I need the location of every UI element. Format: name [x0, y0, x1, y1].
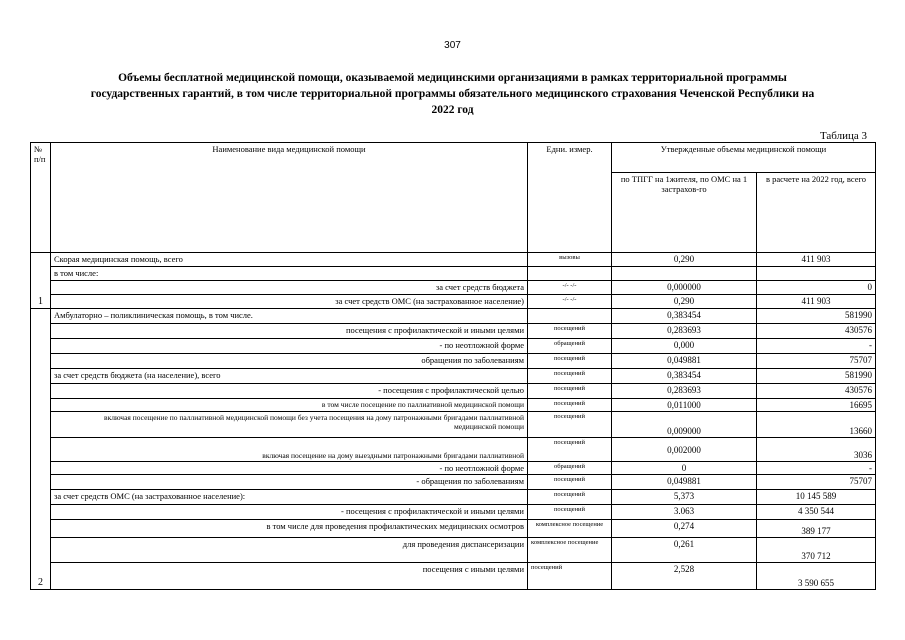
row-unit: обращений: [528, 339, 612, 354]
table-row: [31, 538, 876, 563]
row-name: посещения с иными целями: [51, 563, 528, 590]
row-name: - по неотложной форме: [51, 462, 528, 475]
row-name: за счет средств ОМС (на застрахованное население): [51, 295, 528, 309]
volumes-table: [30, 142, 876, 590]
row-name: в том числе посещение по паллиативной медицинской помощи: [51, 399, 528, 412]
row-per-person: 5,373: [612, 490, 757, 505]
row-number: 2: [31, 309, 51, 590]
row-unit: посещений: [528, 384, 612, 399]
header-approved: Утвержденные объемы медицинской помощи: [612, 143, 876, 173]
row-unit: посещений: [528, 369, 612, 384]
row-name: в том числе для проведения профилактических медицинских осмотров: [51, 520, 528, 538]
table-row: [31, 309, 876, 324]
title-line-3: 2022 год: [431, 104, 474, 116]
row-unit: [528, 267, 612, 281]
row-total: 430576: [757, 384, 876, 399]
header-row-1: [31, 143, 876, 173]
row-total: 411 903: [757, 295, 876, 309]
row-name: - обращения по заболеваниям: [51, 475, 528, 490]
row-per-person: 0,290: [612, 253, 757, 267]
row-name: обращения по заболеваниям: [51, 354, 528, 369]
row-per-person: 0,383454: [612, 309, 757, 324]
row-unit: комплексное посещение: [528, 538, 612, 563]
row-unit: обращений: [528, 462, 612, 475]
row-unit: посещений: [528, 354, 612, 369]
row-per-person: 0,000000: [612, 281, 757, 295]
table-label: Таблица 3: [819, 130, 867, 142]
row-unit: [528, 309, 612, 324]
row-total: [757, 267, 876, 281]
row-unit: посещений: [528, 475, 612, 490]
row-per-person: 0,274: [612, 520, 757, 538]
row-total: 75707: [757, 354, 876, 369]
row-per-person: [612, 267, 757, 281]
row-per-person: 0,383454: [612, 369, 757, 384]
row-number: 1: [31, 253, 51, 309]
row-name: в том числе:: [51, 267, 528, 281]
table-row: [31, 475, 876, 490]
row-name: для проведения диспансеризации: [51, 538, 528, 563]
row-per-person: 3.063: [612, 505, 757, 520]
row-per-person: 0,009000: [612, 412, 757, 438]
row-per-person: 0,261: [612, 538, 757, 563]
row-total: 581990: [757, 309, 876, 324]
row-unit: посещений: [528, 490, 612, 505]
table-row: [31, 438, 876, 462]
row-per-person: 0,283693: [612, 384, 757, 399]
row-name: включая посещение по паллиативной медицинской помощи без учета посещения на дому патронажными бригадами паллиативной медицинской помощи: [51, 412, 528, 438]
row-total: 16695: [757, 399, 876, 412]
row-unit: вызовы: [528, 253, 612, 267]
row-name: включая посещение на дому выездными патронажными бригадами паллиативной: [51, 438, 528, 462]
table-row: [31, 253, 876, 267]
row-name: посещения с профилактической и иными целями: [51, 324, 528, 339]
title-line-2: государственных гарантий, в том числе территориальной программы обязательного медицинского страхования Чеченской Республики на: [90, 88, 815, 100]
row-unit: посещений: [528, 324, 612, 339]
row-name: за счет средств ОМС (на застрахованное население):: [51, 490, 528, 505]
table-row: [31, 295, 876, 309]
row-name: Амбулаторно – поликлиническая помощь, в том числе.: [51, 309, 528, 324]
page-number: 307: [444, 40, 461, 51]
table-row: [31, 267, 876, 281]
row-total: 389 177: [757, 520, 876, 538]
row-per-person: 0,049881: [612, 475, 757, 490]
row-total: 430576: [757, 324, 876, 339]
row-total: 370 712: [757, 538, 876, 563]
table-row: [31, 490, 876, 505]
table-row: [31, 412, 876, 438]
table-row: [31, 505, 876, 520]
table-row: [31, 520, 876, 538]
row-per-person: 0,283693: [612, 324, 757, 339]
row-name: - посещения с профилактической целью: [51, 384, 528, 399]
row-unit: посещений: [528, 563, 612, 590]
table-row: [31, 281, 876, 295]
row-unit: -/- -/-: [528, 295, 612, 309]
table-row: [31, 354, 876, 369]
row-unit: посещений: [528, 505, 612, 520]
row-total: 581990: [757, 369, 876, 384]
row-per-person: 0,290: [612, 295, 757, 309]
row-per-person: 0,011000: [612, 399, 757, 412]
header-name: Наименование вида медицинской помощи: [51, 143, 528, 253]
header-total: в расчете на 2022 год, всего: [757, 173, 876, 253]
row-total: 3 590 655: [757, 563, 876, 590]
row-per-person: 0,049881: [612, 354, 757, 369]
row-name: за счет средств бюджета: [51, 281, 528, 295]
row-unit: -/- -/-: [528, 281, 612, 295]
header-per-person: по ТПГГ на 1жителя, по ОМС на 1 застрахов-го: [612, 173, 757, 253]
row-total: -: [757, 462, 876, 475]
table-row: [31, 563, 876, 590]
row-name: - по неотложной форме: [51, 339, 528, 354]
row-name: за счет средств бюджета (на население), всего: [51, 369, 528, 384]
row-unit: посещений: [528, 412, 612, 438]
row-total: -: [757, 339, 876, 354]
table-row: [31, 399, 876, 412]
row-name: - посещения с профилактической и иными целями: [51, 505, 528, 520]
row-unit: комплексное посещение: [528, 520, 612, 538]
row-total: 75707: [757, 475, 876, 490]
row-per-person: 0: [612, 462, 757, 475]
row-per-person: 0,002000: [612, 438, 757, 462]
row-per-person: 0,000: [612, 339, 757, 354]
table-row: [31, 339, 876, 354]
row-total: 411 903: [757, 253, 876, 267]
row-unit: посещений: [528, 438, 612, 462]
row-total: 3036: [757, 438, 876, 462]
row-total: 10 145 589: [757, 490, 876, 505]
row-per-person: 2,528: [612, 563, 757, 590]
title-line-1: Объемы бесплатной медицинской помощи, оказываемой медицинскими организациями в рамках территориальной программы: [118, 72, 787, 84]
table-row: [31, 369, 876, 384]
header-unit: Едни. измер.: [528, 143, 612, 253]
header-no: № п/п: [31, 143, 51, 253]
row-total: 13660: [757, 412, 876, 438]
document-title: [30, 70, 875, 118]
row-total: 4 350 544: [757, 505, 876, 520]
table-row: [31, 462, 876, 475]
table-row: [31, 384, 876, 399]
row-name: Скорая медицинская помощь, всего: [51, 253, 528, 267]
row-unit: посещений: [528, 399, 612, 412]
table-row: [31, 324, 876, 339]
row-total: 0: [757, 281, 876, 295]
